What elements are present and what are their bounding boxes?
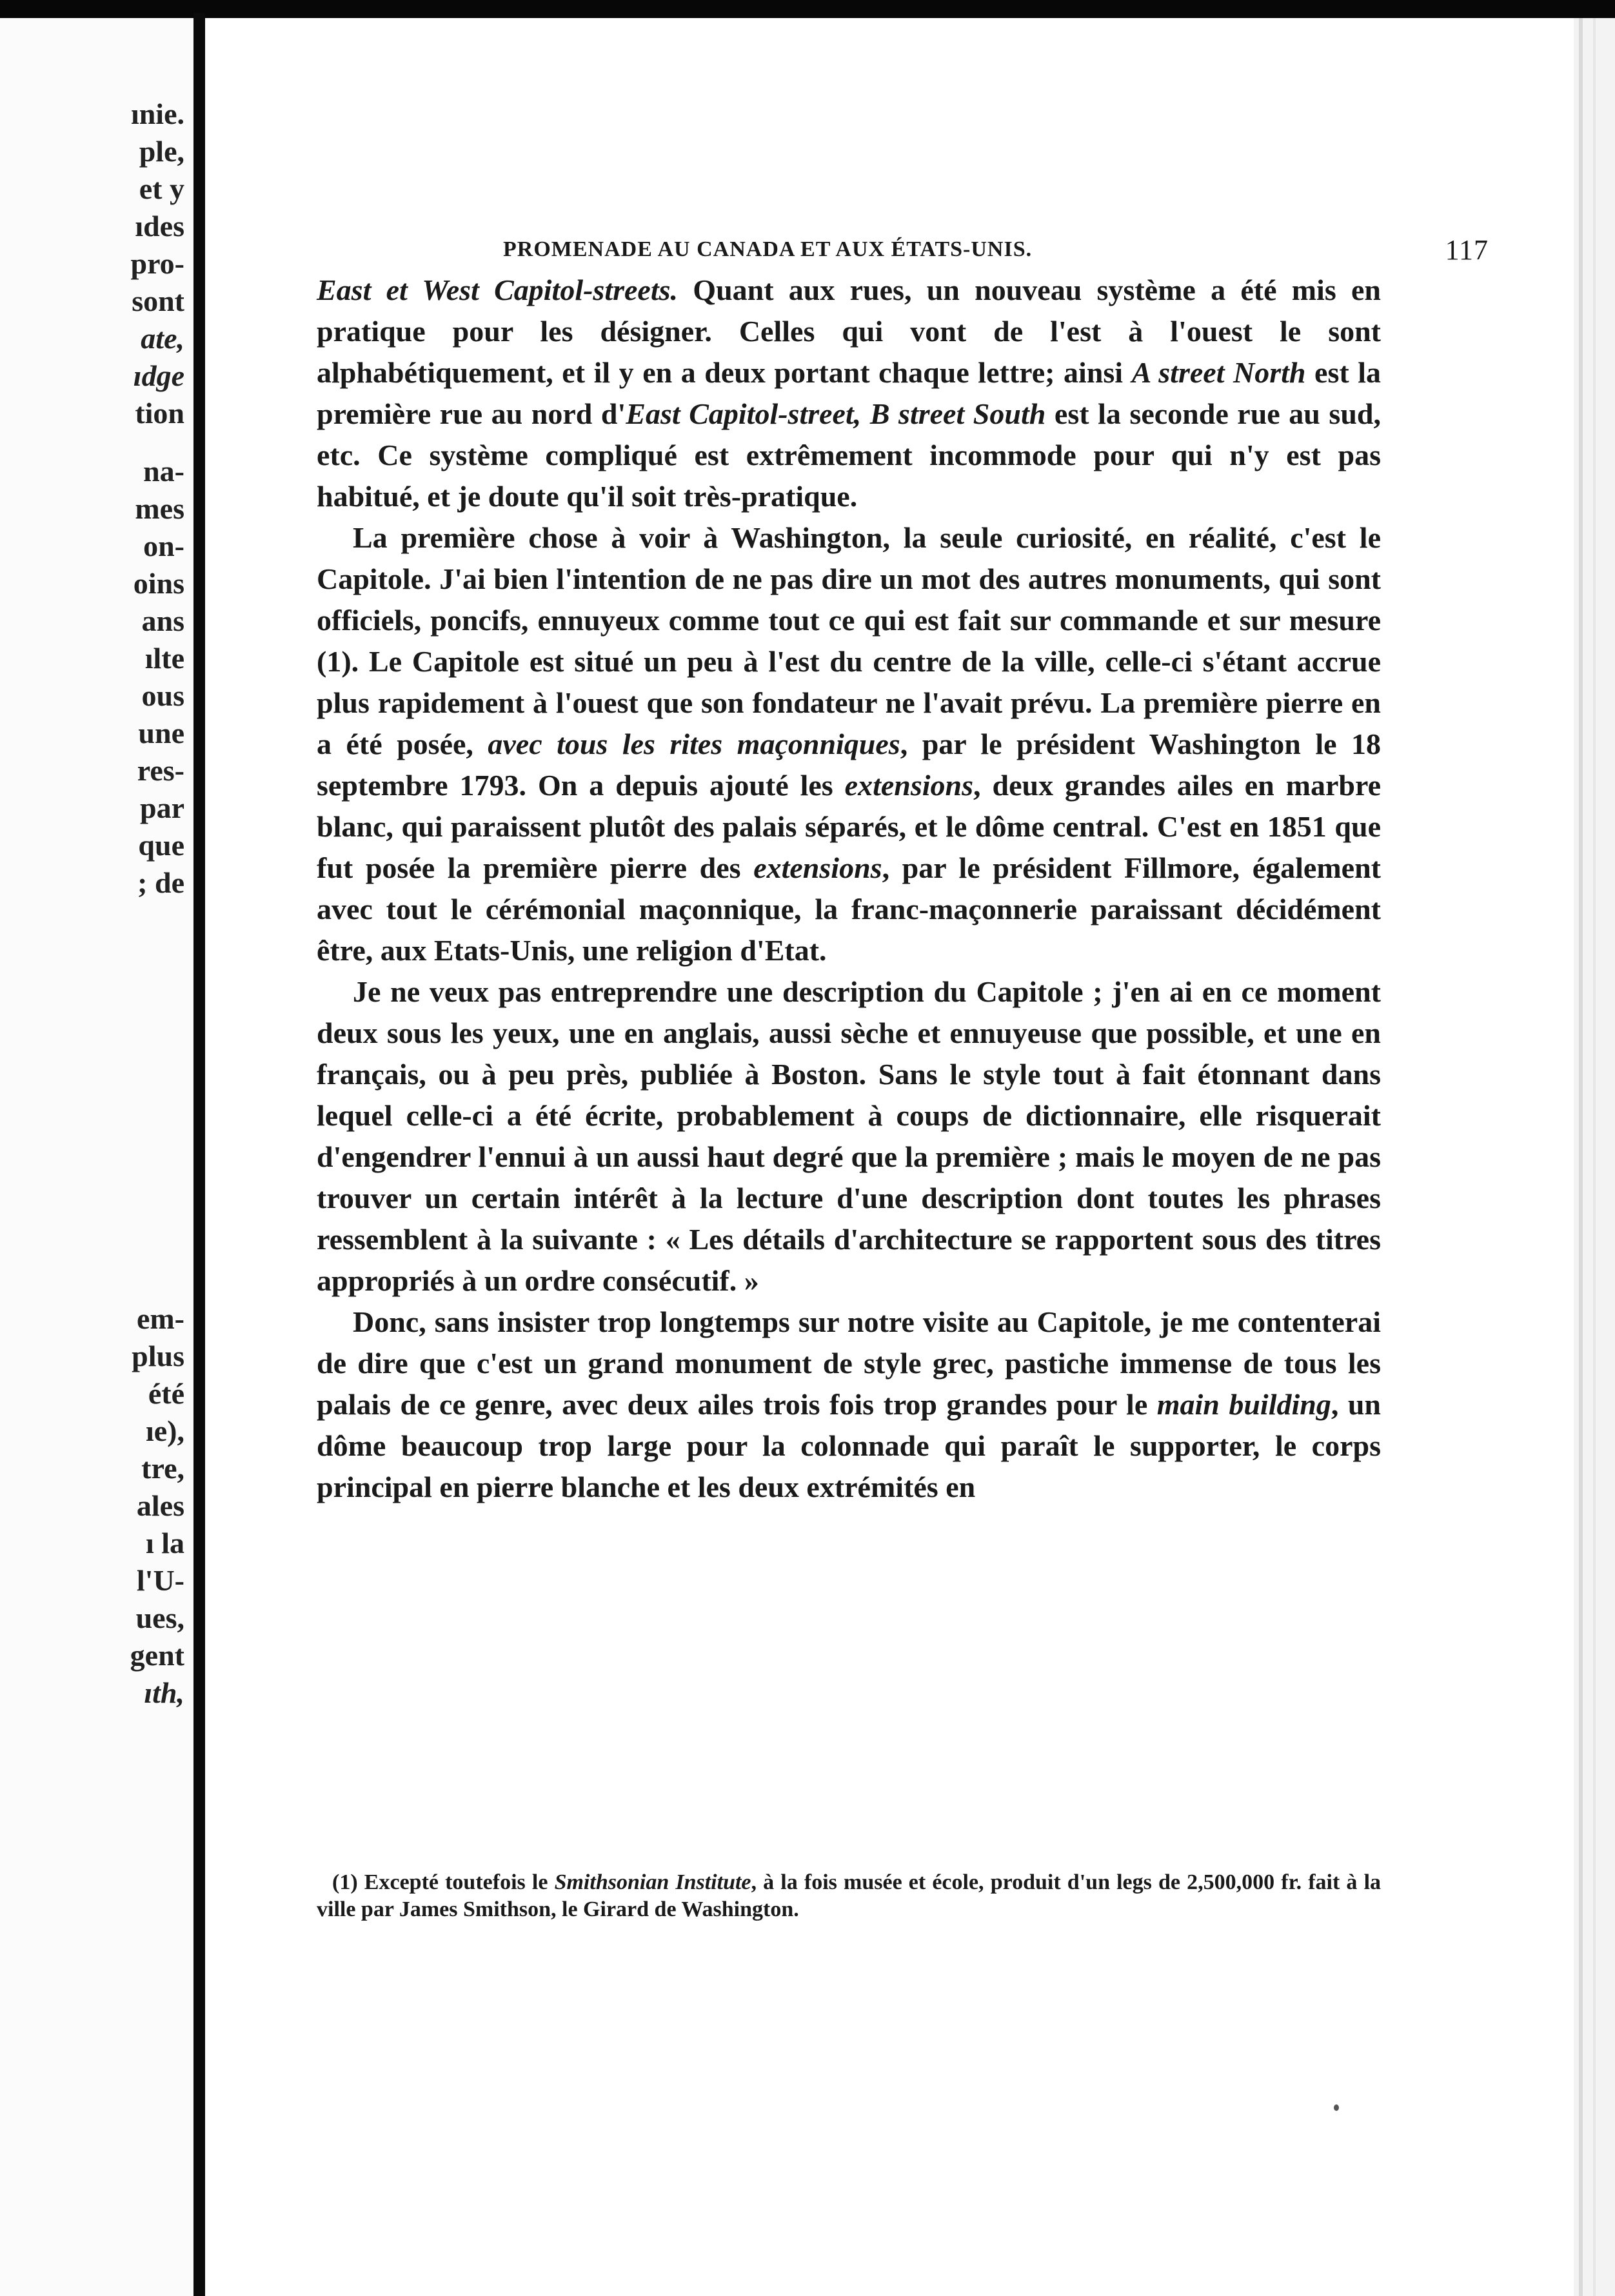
left-fragment: oins <box>133 567 184 600</box>
left-fragment: pro- <box>130 247 184 280</box>
left-fragment: ues, <box>135 1601 184 1634</box>
italic-text: main building <box>1156 1388 1331 1421</box>
text-run: Excepté toutefois le <box>364 1870 555 1894</box>
text-run: , deux grandes ailes en marbre blanc, qui paraissent plutôt des palais séparés, et le dôme central. C'est en 1851 que fut posée la première pierre des <box>317 769 1381 884</box>
text-run: La première chose à voir à Washington, la seule curiosité, en réalité, c'est le Capitole. J'ai bien l'intention de ne pas dire un mot des autres monuments, qui sont officiels, poncifs, ennuyeux comme tout ce qui est fait sur commande et sur mesure (1). Le Capitole est situé un peu à l'est du centre de la ville, celle-ci s'étant accrue plus rapidement à l'ouest que son fondateur ne l'avait prévu. La première pierre en a été posée, <box>317 521 1381 760</box>
left-fragment: on- <box>143 529 184 562</box>
running-title: PROMENADE AU CANADA ET AUX ÉTATS-UNIS. <box>503 237 1033 261</box>
book-page <box>205 18 1574 2296</box>
page-edge-right <box>1574 18 1615 2296</box>
left-fragment: ous <box>141 679 184 712</box>
scan-top-border <box>0 0 1615 18</box>
edge-line <box>1593 18 1596 2296</box>
italic-text: A street North <box>1131 356 1306 389</box>
left-fragment: ıe), <box>145 1414 184 1447</box>
left-fragment: ıdes <box>135 210 184 242</box>
left-fragment: ı la <box>145 1527 184 1559</box>
left-fragment: plus <box>132 1340 184 1372</box>
left-fragment: ; de <box>137 866 184 899</box>
running-header <box>503 231 1489 270</box>
left-fragment: ple, <box>139 135 184 168</box>
left-fragment: em- <box>136 1302 184 1335</box>
body-text <box>317 270 1381 1508</box>
left-fragment: gent <box>130 1639 184 1672</box>
left-fragment: tre, <box>141 1452 184 1485</box>
italic-text: East et West Capitol-streets. <box>317 273 679 306</box>
left-fragment: ans <box>141 604 184 637</box>
text-run: est la seconde rue au sud, etc. Ce système compliqué est extrêmement incommode pour qui n'y est pas habitué, et je doute qu'il soit très-pratique. <box>317 397 1381 513</box>
italic-text: extensions <box>753 851 882 884</box>
left-fragment: ıdge <box>133 359 184 392</box>
footnote-marker: (1) <box>332 1870 358 1894</box>
left-fragment: res- <box>137 754 184 787</box>
left-fragment: ıth, <box>144 1676 184 1709</box>
text-run: , par le président Fillmore, également avec tout le cérémonial maçonnique, la franc-maçonnerie paraissant décidément être, aux Etats-Unis, une religion d'Etat. <box>317 851 1381 967</box>
paragraph <box>317 270 1381 517</box>
left-fragment: ales <box>136 1489 184 1522</box>
left-fragment: sont <box>132 284 184 317</box>
left-fragment: été <box>148 1377 184 1410</box>
left-fragment: par <box>140 791 184 824</box>
italic-text: Smithsonian Institute <box>554 1870 751 1894</box>
text-run: Donc, sans insister trop longtemps sur notre visite au Capitole, je me contenterai de dire que c'est un grand monument de style grec, pastiche immense de tous les palais de ce genre, avec deux ailes trois fois trop grandes pour le <box>317 1305 1381 1421</box>
left-fragment: ılte <box>144 642 184 675</box>
footnote <box>317 1869 1381 1923</box>
left-fragment: ınie. <box>130 97 184 130</box>
left-fragment: ate, <box>141 322 184 355</box>
italic-text: avec tous les rites maçonniques <box>488 727 900 760</box>
book-gutter <box>193 13 205 2296</box>
text-run: , à la fois musée et école, produit d'un legs de 2,500,000 fr. fait à la ville par James Smithson, le Girard de Washington. <box>317 1870 1382 1921</box>
text-run: , un dôme beaucoup trop large pour la colonnade qui paraît le supporter, le corps principal en pierre blanche et les deux extrémités en <box>317 1388 1381 1503</box>
paragraph <box>317 1301 1381 1508</box>
paragraph: Je ne veux pas entreprendre une description du Capitole ; j'en ai en ce moment deux sous les yeux, une en anglais, aussi sèche et ennuyeuse que possible, et une en français, ou à peu près, publiée à Boston. Sans le style tout à fait étonnant dans lequel celle-ci a été écrite, probablement à coups de dictionnaire, elle risquerait d'engendrer l'ennui à un aussi haut degré que la première ; mais le moyen de ne pas trouver un certain intérêt à la lecture d'une description dont toutes les phrases ressemblent à la suivante : « Les détails d'architecture se rapportent sous des titres appropriés à un ordre consécutif. » <box>317 975 1381 1297</box>
left-fragment: mes <box>135 492 184 525</box>
italic-text: East Capitol-street, B street South <box>626 397 1046 430</box>
left-fragment: tion <box>135 397 184 430</box>
left-fragment: et y <box>139 172 184 205</box>
page-number: 117 <box>1445 234 1489 266</box>
ink-speck <box>1334 2104 1339 2111</box>
text-run: Quant aux rues, un nouveau système a été mis en pratique pour les désigner. Celles qui vont de l'est à l'ouest le sont alphabétiquement, et il y en a deux portant chaque lettre; ainsi <box>317 273 1381 389</box>
left-fragment: na- <box>143 455 184 488</box>
left-fragment: l'U- <box>136 1564 184 1597</box>
text-run: est la première rue au nord d' <box>317 356 1381 430</box>
left-page-edge <box>0 18 193 2296</box>
paragraph <box>317 517 1381 971</box>
left-fragment: que <box>138 829 184 862</box>
italic-text: extensions <box>844 769 974 802</box>
edge-line <box>1579 18 1583 2296</box>
text-run: , par le président Washington le 18 septembre 1793. On a depuis ajouté les <box>317 727 1381 802</box>
left-fragment: une <box>138 717 184 749</box>
